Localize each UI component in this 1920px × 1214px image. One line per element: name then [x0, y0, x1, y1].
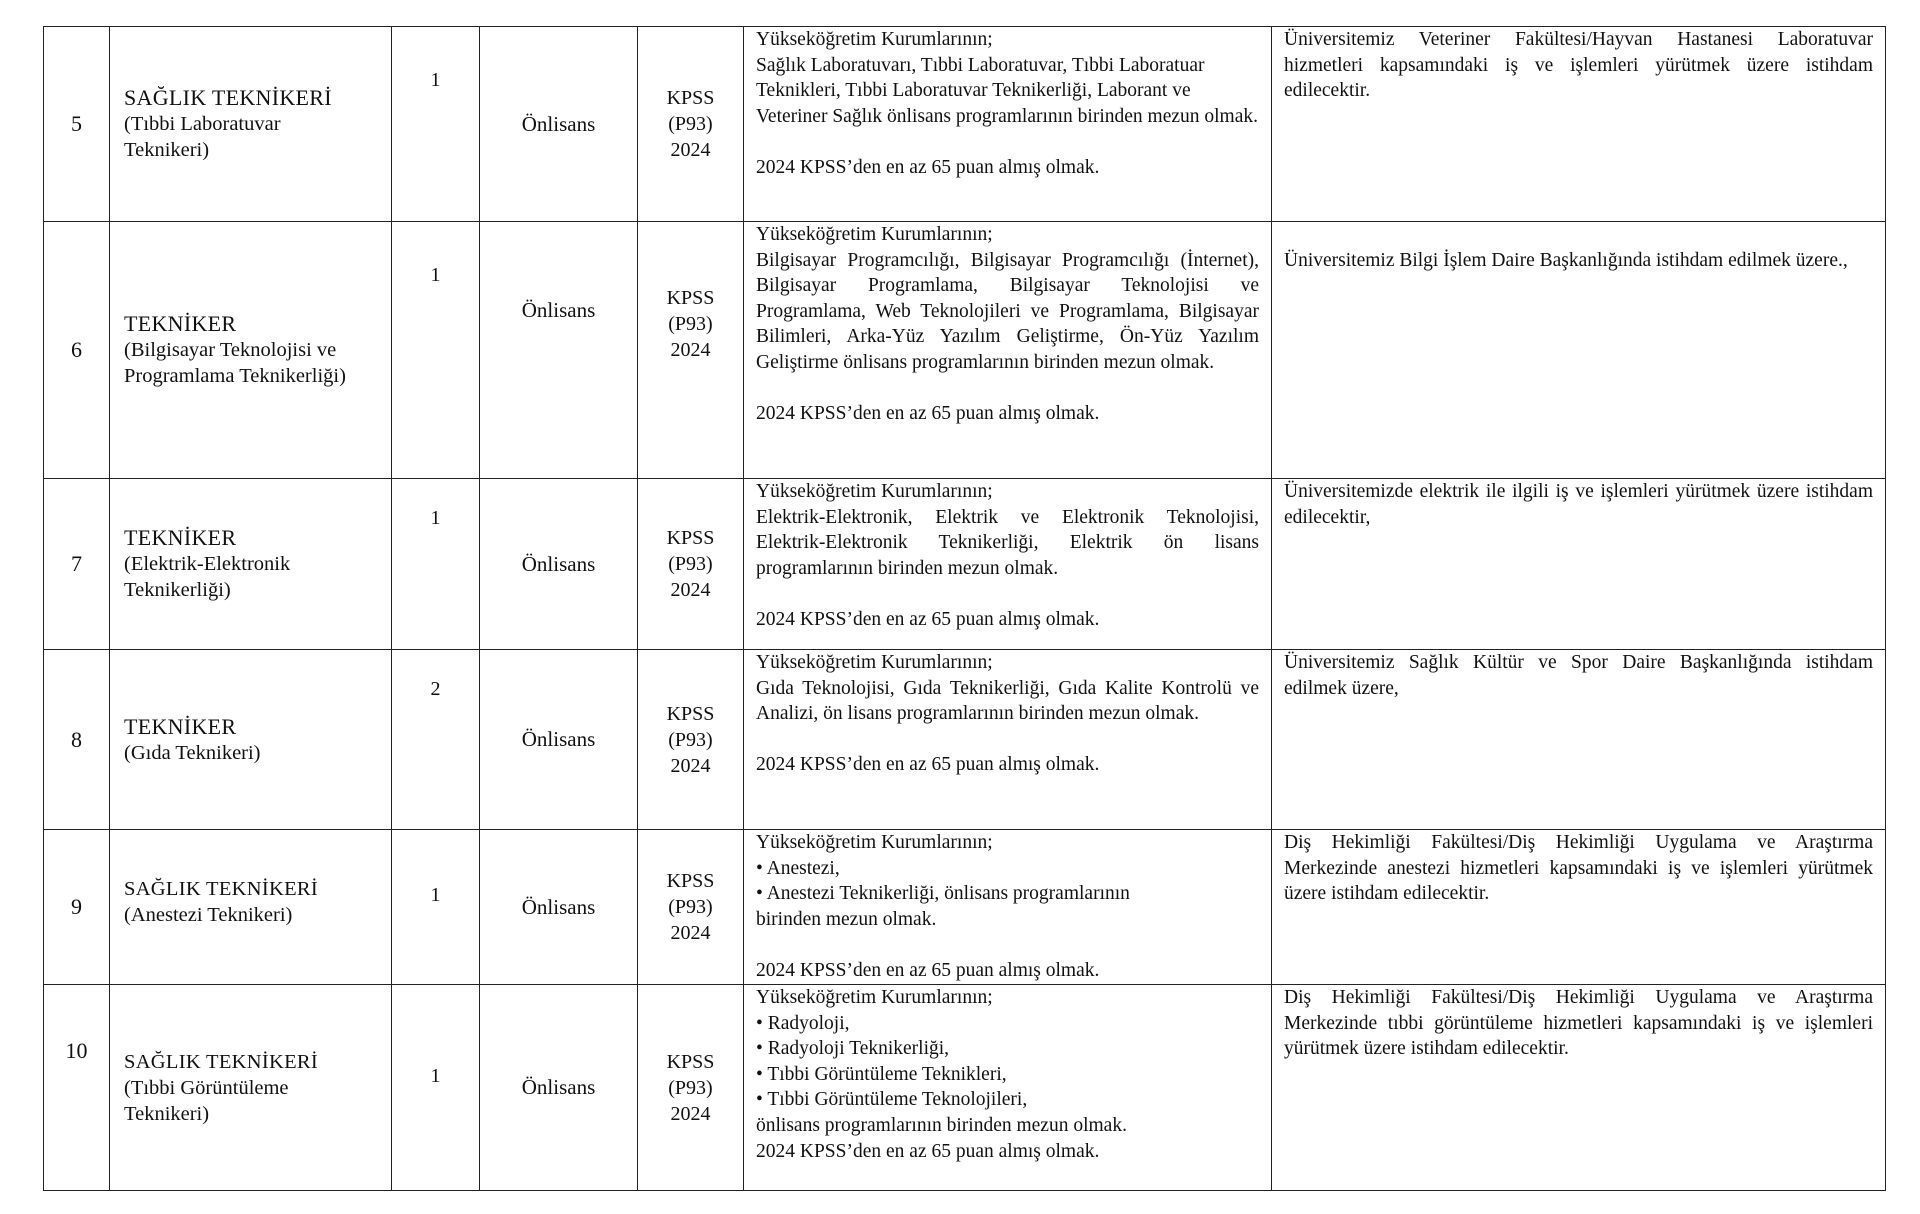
position-count-value: 2 [430, 678, 441, 700]
row-number: 7 [44, 479, 110, 650]
kpss-type [638, 985, 744, 1191]
position-title [110, 222, 392, 479]
position-count [392, 650, 480, 830]
table-row [44, 222, 1886, 479]
kpss-label: KPSS [666, 870, 715, 892]
requirement-line: Elektrik-Elektronik, Elektrik ve Elektronik Teknolojisi, Elektrik-Elektronik Teknikerliği, Elektrik ön lisans programlarının birinden mezun olmak. [756, 506, 1259, 579]
position-note: Üniversitemiz Veteriner Fakültesi/Hayvan Hastanesi Laboratuvar hizmetleri kapsamındaki iş ve işlemleri yürütmek üzere istihdam edilecektir. [1272, 27, 1886, 222]
position-note [1272, 222, 1886, 479]
kpss-code: (P93) [668, 896, 713, 918]
kpss-year: 2024 [670, 139, 711, 161]
requirement-line: Yükseköğretim Kurumlarının; [756, 29, 993, 50]
position-title-main: TEKNİKER [124, 525, 237, 550]
position-note: Üniversitemizde elektrik ile ilgili iş ve işlemleri yürütmek üzere istihdam edilecektir, [1272, 479, 1886, 650]
position-title-main: SAĞLIK TEKNİKERİ [124, 878, 319, 900]
table-row [44, 830, 1886, 985]
position-title-main: TEKNİKER [124, 713, 237, 739]
positions-table [43, 26, 1886, 1191]
kpss-label: KPSS [666, 87, 715, 109]
kpss-type [638, 830, 744, 985]
position-count [392, 479, 480, 650]
position-note: Diş Hekimliği Fakültesi/Diş Hekimliği Uygulama ve Araştırma Merkezinde tıbbi görüntüleme hizmetleri kapsamındaki iş ve işlemleri yürütmek üzere istihdam edilecektir. [1272, 985, 1886, 1191]
requirement-line: • Anestezi, [756, 857, 840, 879]
row-number [44, 985, 110, 1191]
position-count-value: 1 [430, 884, 441, 906]
kpss-label: KPSS [666, 1050, 715, 1073]
kpss-type [638, 479, 744, 650]
kpss-type [638, 222, 744, 479]
requirements [744, 985, 1272, 1191]
kpss-year: 2024 [670, 339, 711, 361]
position-count [392, 985, 480, 1191]
requirement-line: Yükseköğretim Kurumlarının; [756, 652, 993, 673]
requirements [744, 830, 1272, 985]
kpss-type [638, 650, 744, 830]
position-title [110, 985, 392, 1191]
kpss-label: KPSS [666, 527, 715, 549]
position-count-value: 1 [430, 507, 441, 529]
kpss-year: 2024 [670, 754, 711, 777]
position-title [110, 650, 392, 830]
position-note: Üniversitemiz Sağlık Kültür ve Spor Daire Başkanlığında istihdam edilmek üzere, [1272, 650, 1886, 830]
position-title-sub: (Anestezi Teknikeri) [124, 904, 293, 926]
table-row [44, 479, 1886, 650]
row-number: 8 [44, 650, 110, 830]
requirement-score: 2024 KPSS’den en az 65 puan almış olmak. [756, 403, 1100, 425]
requirement-line: Bilgisayar Programcılığı, Bilgisayar Programcılığı (İnternet), Bilgisayar Programlama, Bilgisayar Teknolojisi ve Programlama, Web Teknolojileri ve Programlama, Bilgisayar Bilimleri, Arka-Yüz Yazılım Geliştirme, Ön-Yüz Yazılım Geliştirme önlisans programlarının birinden mezun olmak. [756, 249, 1259, 373]
kpss-code: (P93) [668, 113, 713, 135]
table-row [44, 650, 1886, 830]
education-level: Önlisans [480, 650, 638, 830]
position-title [110, 479, 392, 650]
education-level: Önlisans [480, 27, 638, 222]
kpss-label: KPSS [666, 287, 715, 309]
position-count [392, 830, 480, 985]
education-level-value: Önlisans [521, 298, 596, 322]
requirement-score: 2024 KPSS’den en az 65 puan almış olmak. [756, 754, 1100, 776]
requirement-line: • Tıbbi Görüntüleme Teknolojileri, [756, 1089, 1028, 1111]
kpss-type [638, 27, 744, 222]
education-level [480, 222, 638, 479]
kpss-code: (P93) [668, 553, 713, 575]
position-title-sub: (Elektrik-Elektronik Teknikerliği) [124, 553, 291, 601]
kpss-year: 2024 [670, 922, 711, 944]
requirements [744, 479, 1272, 650]
requirement-line: • Radyoloji Teknikerliği, [756, 1038, 950, 1060]
kpss-code: (P93) [668, 1076, 713, 1099]
requirements [744, 222, 1272, 479]
row-number: 9 [44, 830, 110, 985]
position-count [392, 222, 480, 479]
requirements [744, 27, 1272, 222]
kpss-year: 2024 [670, 1102, 711, 1125]
requirement-line: • Radyoloji, [756, 1012, 850, 1034]
table-row [44, 985, 1886, 1191]
row-number-value: 10 [65, 1037, 88, 1063]
position-note: Diş Hekimliği Fakültesi/Diş Hekimliği Uygulama ve Araştırma Merkezinde anestezi hizmetleri kapsamındaki iş ve işlemleri yürütmek üzere istihdam edilecektir. [1272, 830, 1886, 985]
position-title-sub: (Tıbbi Görüntüleme Teknikeri) [124, 1076, 289, 1125]
requirement-line: Yükseköğretim Kurumlarının; [756, 224, 993, 245]
position-title-sub: (Tıbbi Laboratuvar Teknikeri) [124, 113, 281, 161]
kpss-code: (P93) [668, 728, 713, 751]
requirement-line: Yükseköğretim Kurumlarının; [756, 987, 993, 1008]
requirement-line: Yükseköğretim Kurumlarının; [756, 832, 993, 853]
education-level: Önlisans [480, 479, 638, 650]
requirement-line: • Anestezi Teknikerliği, önlisans programlarının birinden mezun olmak. [756, 883, 1130, 930]
position-title-sub: (Bilgisayar Teknolojisi ve Programlama Teknikerliği) [124, 339, 346, 387]
requirements [744, 650, 1272, 830]
requirement-score: 2024 KPSS’den en az 65 puan almış olmak. [756, 1140, 1100, 1162]
row-number: 6 [44, 222, 110, 479]
requirement-line: Yükseköğretim Kurumlarının; [756, 481, 993, 502]
position-title [110, 27, 392, 222]
position-count-value: 1 [430, 264, 441, 286]
requirement-line: • Tıbbi Görüntüleme Teknikleri, [756, 1063, 1007, 1085]
requirement-line: önlisans programlarının birinden mezun olmak. [756, 1114, 1127, 1136]
kpss-label: KPSS [666, 702, 715, 725]
requirement-line: Sağlık Laboratuvarı, Tıbbi Laboratuvar, Tıbbi Laboratuar Teknikleri, Tıbbi Laboratuvar Teknikerliği, Laborant ve Veteriner Sağlık önlisans programlarının birinden mezun olmak. [756, 54, 1259, 127]
requirement-line: Gıda Teknolojisi, Gıda Teknikerliği, Gıda Kalite Kontrolü ve Analizi, ön lisans programlarının birinden mezun olmak. [756, 677, 1259, 725]
kpss-code: (P93) [668, 313, 713, 335]
row-number: 5 [44, 27, 110, 222]
position-count-value: 1 [430, 1065, 441, 1087]
position-title [110, 830, 392, 985]
requirement-score: 2024 KPSS’den en az 65 puan almış olmak. [756, 608, 1100, 630]
education-level: Önlisans [480, 830, 638, 985]
position-count-value: 1 [430, 69, 441, 91]
kpss-year: 2024 [670, 579, 711, 601]
requirement-score: 2024 KPSS’den en az 65 puan almış olmak. [756, 959, 1100, 981]
education-level: Önlisans [480, 985, 638, 1191]
position-note-text: Üniversitemiz Bilgi İşlem Daire Başkanlığında istihdam edilmek üzere., [1284, 250, 1848, 271]
position-title-sub: (Gıda Teknikeri) [124, 741, 261, 764]
requirement-score: 2024 KPSS’den en az 65 puan almış olmak. [756, 156, 1100, 178]
position-title-main: TEKNİKER [124, 311, 237, 336]
position-title-main: SAĞLIK TEKNİKERİ [124, 85, 332, 110]
position-title-main: SAĞLIK TEKNİKERİ [124, 1050, 319, 1073]
position-count [392, 27, 480, 222]
table-row [44, 27, 1886, 222]
